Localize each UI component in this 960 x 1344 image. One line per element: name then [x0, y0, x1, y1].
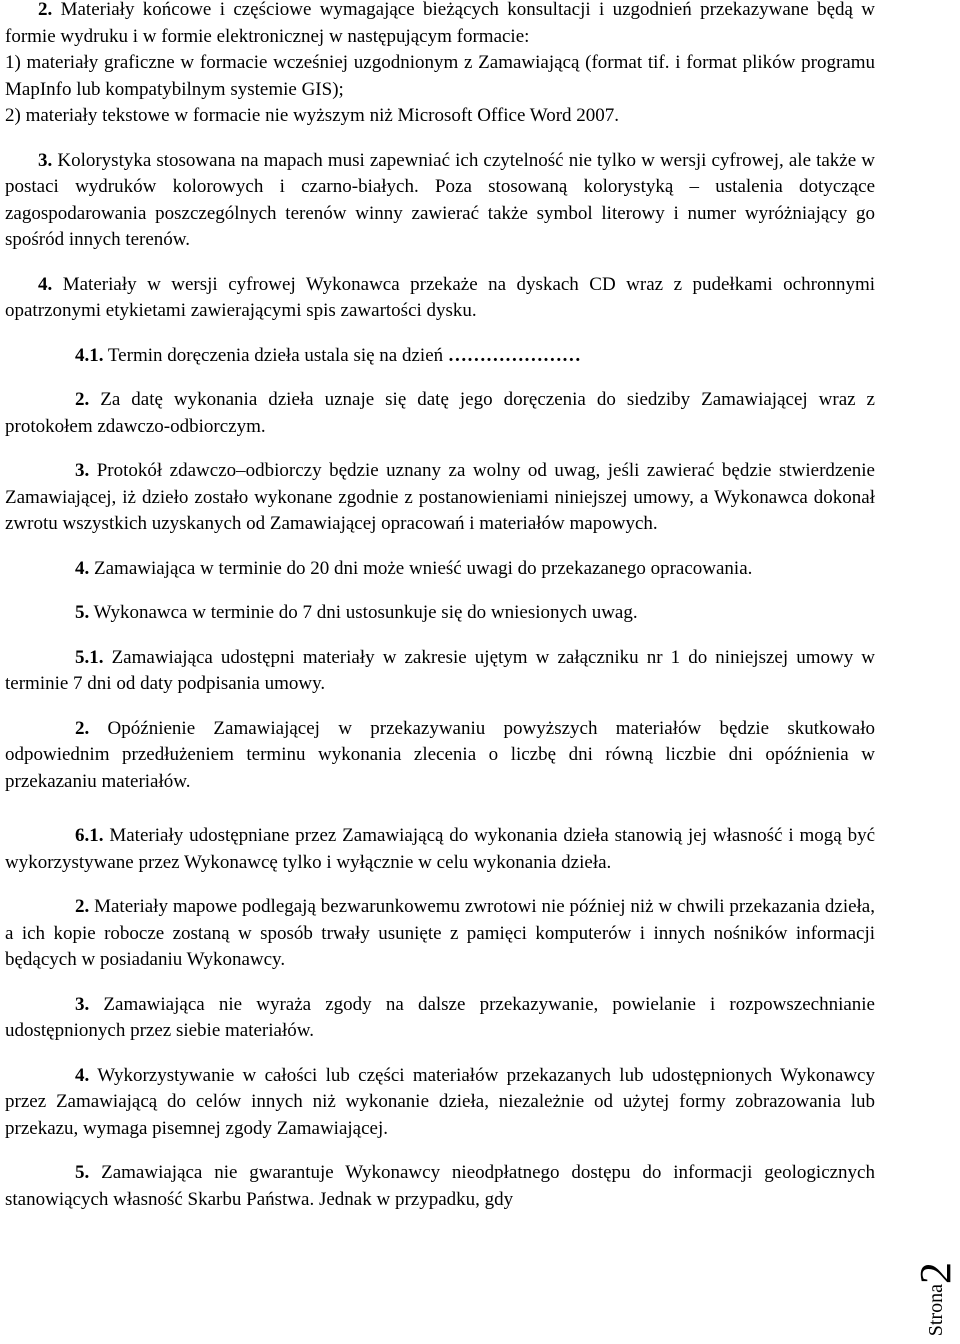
paragraph-text: Opóźnienie Zamawiającej w przekazywaniu powyższych materiałów będzie skutkowało odpowiednim przedłużeniem terminu wykonania zlecenia o liczbę dni równą liczbie dni opóźnienia w przekazaniu materiałów.: [5, 717, 875, 792]
page-label: Strona: [925, 1283, 947, 1336]
paragraph-text: Zamawiająca nie wyraża zgody na dalsze przekazywanie, powielanie i rozpowszechnianie udostępnionych przez siebie materiałów.: [5, 993, 875, 1041]
paragraph-number: 5.: [75, 1162, 90, 1183]
paragraph-6-3: [5, 992, 875, 1045]
paragraph-text: Zamawiająca udostępni materiały w zakresie ujętym w załączniku nr 1 do niniejszej umowy w terminie 7 dni od daty podpisania umowy.: [5, 646, 875, 694]
paragraph-6-5: [5, 1160, 875, 1213]
paragraph-5-2: [5, 716, 875, 796]
paragraph-number: 3.: [75, 460, 90, 481]
paragraph-4-1: [5, 343, 875, 370]
paragraph-5-1: [5, 645, 875, 698]
paragraph-number: 4.1.: [75, 344, 104, 366]
list-item-2: [5, 103, 875, 130]
paragraph-4-2: [5, 387, 875, 440]
paragraph-text: Termin doręczenia dzieła ustala się na dzień: [103, 344, 448, 366]
paragraph-6-1: [5, 823, 875, 876]
paragraph-number: 3.: [38, 149, 53, 171]
page-footer: [911, 1261, 960, 1336]
paragraph-text: Protokół zdawczo–odbiorczy będzie uznany za wolny od uwag, jeśli zawierać będzie stwierdzenie Zamawiającej, iż dzieło zostało wykonane zgodnie z postanowieniami niniejszej umowy, a Wykonawca dokonał zwrotu wszystkich uzyskanych od Zamawiającej opracowań i materiałów mapowych.: [5, 460, 875, 534]
paragraph-text: Materiały udostępniane przez Zamawiającą do wykonania dzieła stanowią jej własność i mogą być wykorzystywane przez Wykonawcę tylko i wyłącznie w celu wykonania dzieła.: [5, 825, 875, 873]
document-page: [5, 0, 875, 1213]
paragraph-text: Zamawiająca nie gwarantuje Wykonawcy nieodpłatnego dostępu do informacji geologicznych stanowiących własność Skarbu Państwa. Jednak w przypadku, gdy: [5, 1162, 875, 1210]
paragraph-number: 4.: [75, 557, 90, 579]
paragraph-3: [5, 148, 875, 254]
paragraph-4: [5, 272, 875, 325]
paragraph-text: Materiały w wersji cyfrowej Wykonawca przekaże na dyskach CD wraz z pudełkami ochronnymi opatrzonymi etykietami zawierającymi spis zawartości dysku.: [5, 273, 875, 321]
paragraph-number: 2.: [38, 0, 53, 20]
paragraph-number: 2.: [75, 896, 90, 917]
paragraph-number: 6.1.: [75, 825, 104, 846]
paragraph-4-5: [5, 600, 875, 627]
paragraph-6-4: [5, 1063, 875, 1143]
paragraph-text: 1) materiały graficzne w formacie wcześniej uzgodnionym z Zamawiającą (format tif. i format plików programu MapInfo lub kompatybilnym systemie GIS);: [5, 52, 875, 100]
paragraph-4-4: [5, 556, 875, 583]
paragraph-text: Wykorzystywanie w całości lub części materiałów przekazanych lub udostępnionych Wykonawcy przez Zamawiającą do celów innych niż wykonanie dzieła, niezależnie od użytej formy zobrazowania lub przekazu, wymaga pisemnej zgody Zamawiającej.: [5, 1064, 875, 1139]
paragraph-text: Materiały mapowe podlegają bezwarunkowemu zwrotowi nie później niż w chwili przekazania dzieła, a ich kopie robocze zostaną w sposób trwały usunięte z pamięci komputerów i innych nośników informacji będących w posiadaniu Wykonawcy.: [5, 896, 875, 970]
paragraph-number: 2.: [75, 389, 90, 410]
paragraph-text: Kolorystyka stosowana na mapach musi zapewniać ich czytelność nie tylko w wersji cyfrowej, ale także w postaci wydruków kolorowych i czarno-białych. Poza stosowaną kolorystyką – ustalenia dotyczące zagospodarowania poszczególnych terenów winny zawierać także symbol literowy i numer wyróżniający go spośród innych terenów.: [5, 149, 875, 250]
list-item-1: [5, 50, 875, 103]
paragraph-text: Wykonawca w terminie do 7 dni ustosunkuje się do wniesionych uwag.: [89, 602, 638, 623]
paragraph-text: Za datę wykonania dzieła uznaje się datę jego doręczenia do siedziby Zamawiającej wraz z protokołem zdawczo-odbiorczym.: [5, 389, 875, 437]
paragraph-number: 2.: [75, 717, 90, 739]
page-number: 2: [911, 1261, 960, 1284]
paragraph-2: [5, 0, 875, 50]
paragraph-text: Zamawiająca w terminie do 20 dni może wnieść uwagi do przekazanego opracowania.: [89, 557, 753, 579]
paragraph-number: 3.: [75, 993, 90, 1015]
paragraph-number: 4.: [38, 273, 53, 295]
paragraph-number: 5.1.: [75, 646, 104, 668]
paragraph-number: 5.: [75, 602, 90, 623]
paragraph-number: 4.: [75, 1064, 90, 1086]
paragraph-4-3: [5, 458, 875, 538]
date-placeholder: …………………: [447, 344, 581, 366]
paragraph-6-2: [5, 894, 875, 974]
paragraph-text: 2) materiały tekstowe w formacie nie wyższym niż Microsoft Office Word 2007.: [5, 105, 620, 126]
paragraph-text: Materiały końcowe i częściowe wymagające bieżących konsultacji i uzgodnień przekazywane będą w formie wydruku i w formie elektronicznej w następującym formacie:: [5, 0, 875, 47]
